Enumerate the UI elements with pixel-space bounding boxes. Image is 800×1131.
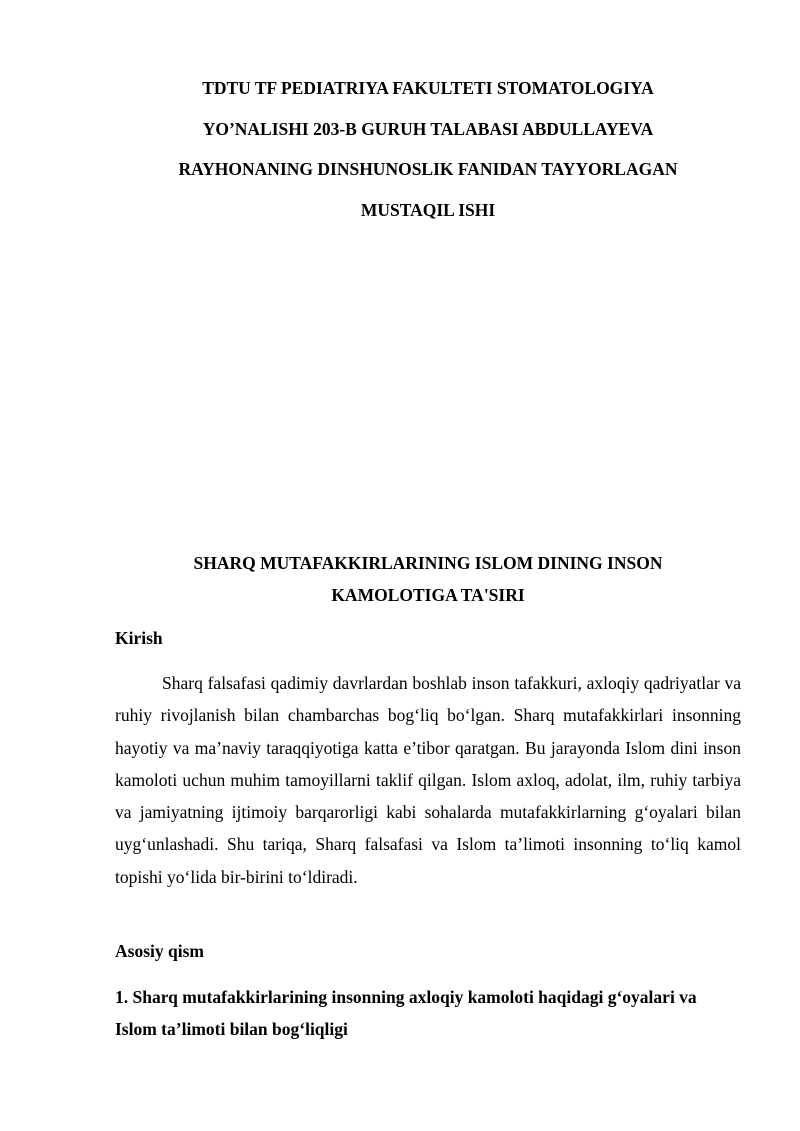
cover-header-line: TDTU TF PEDIATRIYA FAKULTETI STOMATOLOGIYA: [202, 78, 654, 98]
cover-header-line: RAYHONANING DINSHUNOSLIK FANIDAN TAYYORLAGAN: [178, 159, 678, 179]
intro-heading: Kirish: [115, 628, 163, 648]
cover-header-line: MUSTAQIL ISHI: [360, 199, 496, 220]
main-section-heading: Asosiy qism: [115, 941, 204, 961]
intro-paragraph: Sharq falsafasi qadimiy davrlardan boshlab inson tafakkuri, axloqiy qadriyatlar va ruhiy rivojlanish bilan chambarchas bog‘liq bo‘lgan. Sharq mutafakkirlari insonning hayotiy va ma’naviy taraqqiyotiga katta e’tibor qaratgan. Bu jarayonda Islom dini inson kamoloti uchun muhim tamoyillarni taklif qilgan. Islom axloq, adolat, ilm, ruhiy tarbiya va jamiyatning ijtimoiy barqarorligi kabi sohalarda mutafakkirlarning g‘oyalari bilan uyg‘unlashadi. Shu tariqa, Sharq falsafasi va Islom ta’limoti insonning to‘liq kamol topishi yo‘lida bir-birini to‘ldiradi.: [115, 673, 741, 887]
cover-header: [115, 72, 741, 234]
document-title-line: KAMOLOTIGA TA'SIRI: [331, 585, 525, 605]
document-title-line: SHARQ MUTAFAKKIRLARINING ISLOM DINING INSON: [193, 553, 663, 573]
section-1-heading: 1. Sharq mutafakkirlarining insonning axloqiy kamoloti haqidagi g‘oyalari va Islom ta’limoti bilan bog‘liqligi: [115, 987, 697, 1040]
cover-header-line: YO’NALISHI 203-B GURUH TALABASI ABDULLAYEVA: [202, 118, 654, 139]
document-title: [115, 547, 741, 611]
